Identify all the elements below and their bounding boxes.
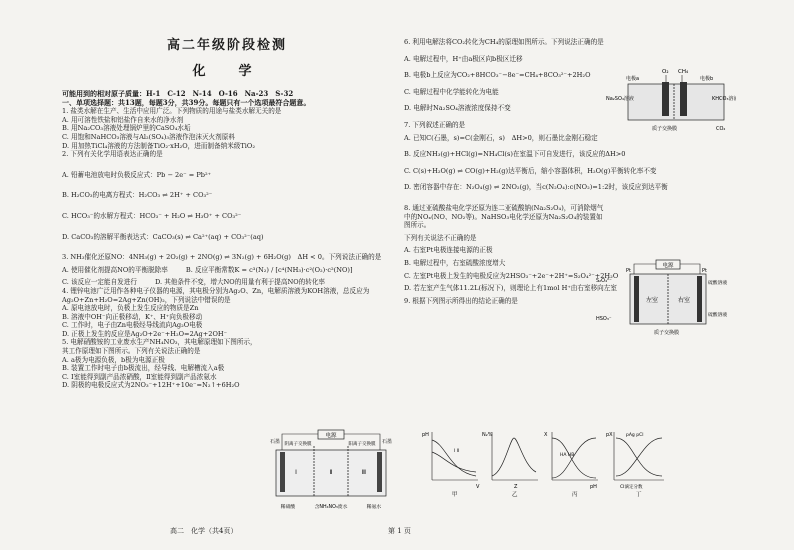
right-pt-electrode bbox=[697, 276, 702, 322]
pt-right-label: Pt bbox=[702, 268, 707, 274]
question-6: 6. 利用电解法将CO₂转化为CH₄的原理如图所示。下列说法正确的是 bbox=[404, 38, 604, 46]
bottom-left-label: HSO₃⁻ bbox=[596, 316, 612, 322]
graph-ding-ylabel: pX bbox=[606, 432, 613, 438]
question-7-option-a: A. 已知C(石墨，s)=C(金刚石，s) ΔH>0，则石墨比金刚石稳定 bbox=[404, 133, 598, 142]
question-1-option-d: D. 用加热TiCl₄溶液的方法制备TiO₂·xH₂O，进而制备纳米级TiO₂ bbox=[62, 141, 255, 150]
question-4-option-d: D. 正极上发生的反应是Ag₂O+2e⁻+H₂O=2Ag+2OH⁻ bbox=[62, 329, 228, 338]
question-6-option-d: D. 电解时Na₂SO₄溶液浓度保持不变 bbox=[404, 104, 511, 113]
left-column bbox=[62, 0, 392, 390]
graph-bing-caption: 丙 bbox=[572, 492, 578, 498]
graph-ding-caption: 丁 bbox=[636, 492, 642, 498]
graph-yi bbox=[482, 432, 538, 498]
power-label: 电源 bbox=[662, 263, 674, 269]
question-2-option-d: D. CaCO₃的溶解平衡表达式：CaCO₃(s) ⇌ Ca²⁺(aq) + CO₃²⁻(aq) bbox=[62, 232, 264, 241]
question-8-option-a: A. 右室Pt电极连接电源的正极 bbox=[404, 246, 493, 255]
graph-bing-curves: HA HB bbox=[560, 453, 575, 458]
question-5: 5. 电解硝酸铵的工业废水生产NH₄NO₃，其电解原理如下图所示，其工作原理如下图所示。下列有关说法正确的是 bbox=[62, 338, 257, 356]
room-3-label: Ⅲ bbox=[361, 469, 367, 476]
cathode-label: 石墨 bbox=[382, 439, 393, 445]
question-8-diagram bbox=[594, 258, 734, 344]
question-5-option-d: D. 阴极的电极反应式为2NO₃⁻+12H⁺+10e⁻=N₂↑+6H₂O bbox=[62, 381, 240, 390]
question-4-option-b: B. 溶液中OH⁻向正极移动，K⁺、H⁺向负极移动 bbox=[62, 312, 203, 321]
question-5-option-b: B. 装置工作时电子由b极流出，经导线、电解槽流入a极 bbox=[62, 364, 225, 373]
footer-left: 高二 化学（共4页） bbox=[170, 527, 238, 535]
membrane-right-label: 阳离子交换膜 bbox=[348, 442, 376, 447]
question-8-option-c: C. 左室Pt电极上发生的电极反应为2HSO₃⁻+2e⁻+2H⁺=S₂O₄²⁻+2H₂O bbox=[404, 271, 619, 280]
question-2-option-b: B. H₂CO₃的电离方程式：H₂CO₃ ⇌ 2H⁺ + CO₃²⁻ bbox=[62, 191, 213, 200]
inlet-middle-label: 含NH₄NO₃废水 bbox=[314, 505, 348, 510]
room-2-label: Ⅱ bbox=[329, 469, 333, 476]
electrode-a bbox=[662, 82, 669, 116]
question-6-option-a: A. 电解过程中，H⁺由a极区向b极区迁移 bbox=[404, 54, 523, 63]
subject-heading: 化 学 bbox=[192, 64, 262, 79]
exam-title: 高二年级阶段检测 bbox=[166, 38, 287, 53]
question-8-ask: 下列有关说法不正确的是 bbox=[404, 233, 477, 242]
question-7: 7. 下列叙述正确的是 bbox=[404, 120, 466, 129]
co2-label: CO₂ bbox=[716, 126, 726, 132]
left-electrode bbox=[280, 452, 285, 492]
graph-ding bbox=[606, 432, 664, 498]
question-6-option-b: B. 电极b上反应为CO₂+8HCO₃⁻−8e⁻=CH₄+8CO₃²⁻+2H₂O bbox=[404, 71, 591, 80]
question-5-option-c: C. Ⅰ室能得到副产品浓硝酸，Ⅱ室能得到副产品浓氨水 bbox=[62, 372, 217, 381]
question-1: 1. 盐类水解在生产、生活中应用广泛。下列物质的用途与盐类水解无关的是 bbox=[62, 107, 282, 116]
membrane-left-label: 阴离子交换膜 bbox=[284, 442, 312, 447]
membrane-label: 质子交换膜 bbox=[652, 126, 678, 132]
cell-tank bbox=[628, 84, 724, 120]
question-7-option-c: C. C(s)+H₂O(g) ⇌ CO(g)+H₂(g)达平衡后，缩小容器体积，H₂O(g)平衡转化率不变 bbox=[404, 166, 657, 175]
question-3-option-c: C. 该反应一定能自发进行 bbox=[62, 278, 137, 287]
electrode-b-label: 电极b bbox=[700, 76, 714, 82]
question-9-graphs bbox=[420, 426, 670, 502]
question-2-option-a: A. 铅蓄电池放电时负极反应式：Pb − 2e⁻ = Pb²⁺ bbox=[62, 170, 212, 179]
question-4: 4. 锂锌电池广泛用作各种电子仪器的电源，其电极分别为Ag₂O、Zn，电解质溶液为KOH溶液，总反应为 Ag₂O+Zn+H₂O=2Ag+Zn(OH)₂，下列说法中错误的是 bbox=[62, 286, 370, 304]
electrode-a-label: 电极a bbox=[626, 76, 640, 82]
graph-ding-xlabel: CI滴定分数 bbox=[620, 485, 643, 490]
question-1-option-b: B. 用Na₂CO₃溶液处理锅炉里的CaSO₄水垢 bbox=[62, 124, 191, 133]
question-1-option-c: C. 用饱和NaHCO₃溶液与Al₂(SO₄)₃溶液作泡沫灭火剂原料 bbox=[62, 132, 235, 141]
question-3-option-b: B. 反应平衡常数K = c³(N₂) / [c⁴(NH₃)·c²(O₂)·c²(NO)] bbox=[185, 265, 353, 274]
pt-left-label: Pt bbox=[626, 268, 631, 274]
left-pt-electrode bbox=[634, 276, 639, 322]
question-4-option-a: A. 原电池放电时，负极上发生反应的物质是Zn bbox=[62, 304, 199, 313]
graph-jia-curves: Ⅰ Ⅱ bbox=[454, 449, 459, 454]
section-one-heading: 一、单项选择题：共13题，每题3分，共39分。每题只有一个选项最符合题意。 bbox=[62, 97, 311, 107]
inlet-left-label: 稀硝酸 bbox=[280, 505, 296, 510]
question-5-diagram bbox=[268, 428, 394, 518]
right-solution-label: KHCO₃溶液 bbox=[712, 96, 736, 102]
question-6-option-c: C. 电解过程中化学能转化为电能 bbox=[404, 87, 499, 96]
question-6-diagram bbox=[604, 66, 736, 142]
graph-yi-xlabel: Z bbox=[514, 484, 518, 490]
room-1-label: Ⅰ bbox=[295, 469, 297, 476]
question-8-option-b: B. 电解过程中，右室硫酸浓度增大 bbox=[404, 258, 506, 267]
right-room-label: 右室 bbox=[677, 297, 691, 304]
footer-page-number: 第 1 页 bbox=[388, 527, 411, 535]
top-right-label: 硫酸溶液 bbox=[708, 281, 728, 286]
graph-jia-caption: 甲 bbox=[452, 492, 458, 498]
power-label: 电源 bbox=[325, 433, 337, 439]
question-2-option-c: C. HCO₃⁻的水解方程式：HCO₃⁻ + H₂O ⇌ H₃O⁺ + CO₃²⁻ bbox=[62, 211, 242, 220]
graph-bing-xlabel: pH bbox=[590, 484, 597, 490]
graph-jia-xlabel: V bbox=[476, 484, 480, 490]
graph-jia-ylabel: pH bbox=[422, 432, 429, 438]
graph-jia bbox=[422, 432, 480, 498]
question-8-option-d: D. 若左室产生气体11.2L(标况下)，则理论上有1mol H⁺由右室移向左室 bbox=[404, 284, 617, 293]
graph-yi-caption: 乙 bbox=[512, 492, 518, 498]
graph-yi-ylabel: N₂% bbox=[482, 432, 493, 438]
question-7-option-d: D. 密闭容器中存在：N₂O₄(g) ⇌ 2NO₂(g)，当c(N₂O₄):c(NO₂)=1:2时，该反应到达平衡 bbox=[404, 183, 668, 192]
question-3-option-a: A. 使用催化剂提高NO的平衡脱除率 bbox=[62, 265, 168, 274]
question-9: 9. 根据下列图示所得出的结论正确的是 bbox=[404, 296, 518, 305]
question-4-option-c: C. 工作时，电子由Zn电极经导线流向Ag₂O电极 bbox=[62, 321, 203, 330]
question-7-option-b: B. 反应NH₃(g)+HCl(g)=NH₄Cl(s)在室温下可自发进行，该反应的ΔH>0 bbox=[404, 150, 626, 159]
question-5-option-a: A. a极为电源负极，b极为电源正极 bbox=[62, 355, 165, 364]
right-electrode bbox=[377, 452, 382, 492]
bottom-right-label: 硫酸溶液 bbox=[708, 313, 728, 318]
top-left-label: S₂O₄²⁻ bbox=[596, 278, 612, 284]
atomic-masses: 可能用到的相对原子质量：H-1 C-12 N-14 O-16 Na-23 S-32 bbox=[62, 89, 294, 98]
electrode-b bbox=[680, 82, 687, 116]
inlet-right-label: 稀氨水 bbox=[366, 505, 382, 510]
left-solution-label: Na₂SO₄溶液 bbox=[606, 96, 634, 102]
anode-label: 石墨 bbox=[270, 439, 281, 445]
question-1-option-a: A. 用可溶性铁盐和铝盐作自来水的净水剂 bbox=[62, 115, 184, 124]
graph-bing bbox=[544, 432, 598, 498]
question-2: 2. 下列有关化学用语表达正确的是 bbox=[62, 150, 163, 159]
o2-label: O₂ bbox=[662, 69, 669, 75]
question-8: 8. 通过亚硫酸盐电化学还原为连二亚硫酸钠(Na₂S₂O₄)，可消除烟气中的NOₓ(NO、NO₂等)。NaHSO₃电化学还原为Na₂S₂O₄的装置如图所示。 bbox=[404, 203, 604, 230]
graph-ding-curves: pAg pCl bbox=[626, 433, 644, 438]
ch4-label: CH₄ bbox=[678, 69, 689, 75]
question-3: 3. NH₃催化还原NO：4NH₃(g) + 2O₂(g) + 2NO(g) ⇌ 3N₂(g) + 6H₂O(g) ΔH < 0。下列说法正确的是 bbox=[62, 253, 382, 262]
left-room-label: 左室 bbox=[645, 297, 659, 304]
membrane-label: 质子交换膜 bbox=[654, 330, 680, 336]
graph-bing-ylabel: X bbox=[544, 432, 548, 438]
question-3-option-d: D. 其他条件不变，增大NO的用量有利于提高NO的转化率 bbox=[154, 278, 326, 287]
